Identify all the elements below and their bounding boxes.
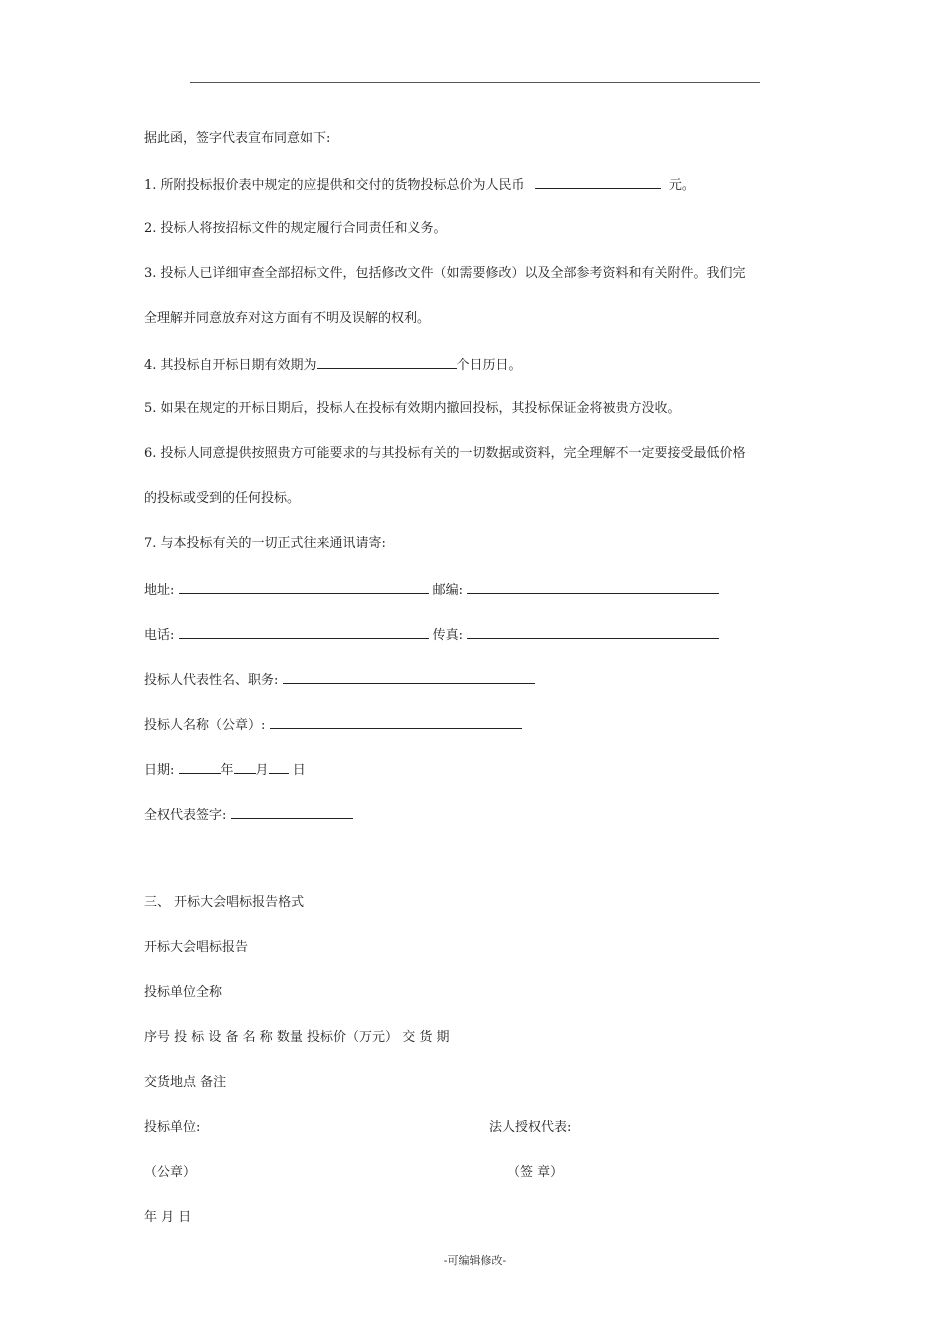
item-1-unit: 元。	[668, 178, 695, 193]
item-3-line-2: 全理解并同意放弃对这方面有不明及误解的权利。	[144, 311, 431, 326]
phone-blank[interactable]	[179, 625, 429, 639]
seal-label: （公章）	[144, 1165, 197, 1180]
signature-stamp-label: （签 章）	[507, 1165, 564, 1180]
bidder-name-row	[144, 715, 522, 735]
validity-days-blank[interactable]	[317, 355, 457, 369]
month-blank[interactable]	[234, 760, 256, 774]
representative-row	[144, 670, 535, 690]
fax-blank[interactable]	[467, 625, 719, 639]
item-4-text: 4. 其投标自开标日期有效期为	[144, 358, 317, 373]
bidder-name-label: 投标人名称（公章）:	[144, 718, 266, 733]
date-row	[144, 760, 306, 780]
bidder-fullname: 投标单位全称	[144, 985, 223, 1000]
header-rule	[190, 82, 760, 83]
total-price-blank[interactable]	[535, 175, 661, 189]
item-6-line-2: 的投标或受到的任何投标。	[144, 491, 301, 506]
item-1	[144, 175, 695, 195]
ymd-label: 年 月 日	[144, 1210, 192, 1225]
item-6-line-1: 6. 投标人同意提供按照贵方可能要求的与其投标有关的一切数据或资料，完全理解不一定要接受最低价格	[144, 446, 746, 461]
phone-label: 电话:	[144, 628, 175, 643]
section-3-title: 三、 开标大会唱标报告格式	[144, 895, 305, 910]
table-header: 序号 投 标 设 备 名 称 数量 投标价（万元） 交 货 期	[144, 1030, 450, 1045]
year-label: 年	[220, 763, 234, 778]
footer-text: -可编辑修改-	[443, 1254, 507, 1267]
intro-text: 据此函，签字代表宣布同意如下:	[144, 131, 331, 146]
signature-row	[144, 805, 353, 825]
signature-blank[interactable]	[231, 805, 353, 819]
table-header-2: 交货地点 备注	[144, 1075, 227, 1090]
report-title: 开标大会唱标报告	[144, 940, 249, 955]
day-label: 日	[292, 763, 306, 778]
address-blank[interactable]	[179, 580, 429, 594]
address-label: 地址:	[144, 583, 175, 598]
legal-rep-label: 法人授权代表:	[489, 1120, 572, 1135]
bid-unit-label: 投标单位:	[144, 1120, 201, 1135]
item-4	[144, 355, 522, 375]
item-7: 7. 与本投标有关的一切正式往来通讯请寄:	[144, 536, 386, 551]
month-label: 月	[255, 763, 269, 778]
item-2: 2. 投标人将按招标文件的规定履行合同责任和义务。	[144, 221, 447, 236]
item-3-line-1: 3. 投标人已详细审查全部招标文件，包括修改文件（如需要修改）以及全部参考资料和有关附件。我们完	[144, 266, 746, 281]
address-row	[144, 580, 719, 600]
item-4-unit: 个日历日。	[456, 358, 522, 373]
representative-label: 投标人代表性名、职务:	[144, 673, 279, 688]
date-label: 日期:	[144, 763, 175, 778]
postcode-blank[interactable]	[467, 580, 719, 594]
representative-blank[interactable]	[283, 670, 535, 684]
year-blank[interactable]	[179, 760, 221, 774]
signature-label: 全权代表签字:	[144, 808, 227, 823]
postcode-label: 邮编:	[432, 583, 464, 598]
bidder-name-blank[interactable]	[270, 715, 522, 729]
fax-label: 传真:	[432, 628, 464, 643]
phone-row	[144, 625, 719, 645]
item-5: 5. 如果在规定的开标日期后，投标人在投标有效期内撤回投标，其投标保证金将被贵方没收。	[144, 401, 681, 416]
day-blank[interactable]	[269, 760, 289, 774]
item-1-text: 1. 所附投标报价表中规定的应提供和交付的货物投标总价为人民币	[144, 178, 525, 193]
